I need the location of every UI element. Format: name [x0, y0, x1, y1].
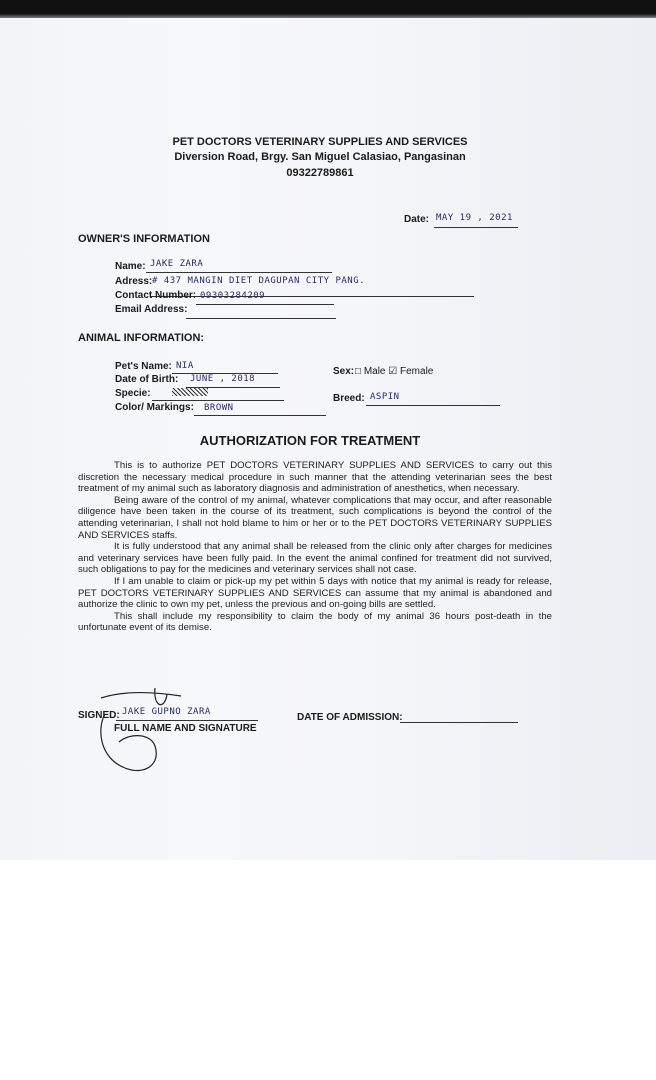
owner-address-line: [150, 296, 474, 297]
business-name: PET DOCTORS VETERINARY SUPPLIES AND SERVICES: [172, 136, 468, 148]
color-label: Color/ Markings:: [115, 402, 194, 413]
pet-name-value: NIA: [176, 361, 194, 371]
owner-name-line: [146, 272, 332, 273]
specie-line: [152, 400, 284, 401]
owner-address-label: Adress:: [115, 276, 153, 287]
owner-section-title: OWNER'S INFORMATION: [78, 233, 210, 245]
admission-date-line: [400, 722, 518, 723]
signature-caption: FULL NAME AND SIGNATURE: [114, 723, 257, 734]
owner-email-label: Email Address:: [115, 304, 188, 315]
owner-contact-label: Contact Number:: [115, 290, 197, 301]
blank-area: [0, 860, 656, 1080]
color-value: BROWN: [204, 403, 234, 413]
date-line: [434, 227, 518, 228]
business-address: Diversion Road, Brgy. San Miguel Calasiao, Pangasinan: [174, 151, 466, 163]
date-value: MAY 19 , 2021: [436, 213, 513, 223]
dob-value: JUNE , 2018: [190, 374, 256, 384]
authorization-paragraph: This is to authorize PET DOCTORS VETERINARY SUPPLIES AND SERVICES to carry out this discretion the necessary medical procedure in such manner that the attending veterinarian sees the best treatment of my animal such as laboratory diagnosis and administration of anesthetics, when necessary.: [78, 460, 552, 495]
color-line: [194, 415, 326, 416]
authorization-title: AUTHORIZATION FOR TREATMENT: [199, 433, 421, 448]
date-label: Date:: [404, 214, 430, 225]
sex-label: Sex:: [333, 366, 355, 377]
owner-address-value: # 437 MANGIN DIET DAGUPAN CITY PANG.: [152, 276, 366, 286]
owner-contact-line: [196, 304, 334, 305]
authorization-paragraph: This shall include my responsibility to claim the body of my animal 36 hours post-death in the unfortunate event of its demise.: [78, 610, 552, 634]
owner-name-label: Name:: [115, 261, 146, 272]
animal-section-title: ANIMAL INFORMATION:: [78, 332, 205, 344]
authorization-text: [78, 460, 552, 634]
breed-line: [366, 405, 500, 406]
specie-scribble: [172, 388, 208, 396]
owner-email-line: [186, 318, 336, 319]
specie-label: Specie:: [115, 388, 151, 399]
authorization-paragraph: It is fully understood that any animal shall be released from the clinic only after charges for medicines and veterinary services have been fully paid. In the event the animal confined for treatment did not survived, such obligations to pay for the medicines and veterinary services shall not case.: [78, 541, 552, 576]
admission-date-label: DATE OF ADMISSION:: [297, 712, 403, 723]
signed-label: SIGNED:: [78, 710, 120, 721]
dob-label: Date of Birth:: [115, 374, 179, 385]
pet-name-label: Pet's Name:: [115, 361, 172, 372]
owner-name-value: JAKE ZARA: [150, 259, 204, 269]
sex-options: □ Male ☑ Female: [355, 366, 434, 377]
breed-value: ASPIN: [370, 392, 400, 402]
authorization-paragraph: Being aware of the control of my animal, whatever complications that may occur, and after reasonable diligence have been taken in the course of its treatment, such complications is beyond the control of the attending veterinarian, I shall not hold blame to him or her or to the PET DOCTORS VETERINARY SUPPLIES AND SERVICES staffs.: [78, 494, 552, 541]
signed-line: [116, 720, 258, 721]
owner-contact-value: 09303284209: [200, 291, 266, 301]
authorization-paragraph: If I am unable to claim or pick-up my pet within 5 days with notice that my animal is ready for release, PET DOCTORS VETERINARY SUPPLIES AND SERVICES can assume that my animal is abandoned and authorize the clinic to own my pet, unless the previous and on-going bills are settled.: [78, 575, 552, 611]
breed-label: Breed:: [333, 393, 365, 404]
signed-value: JAKE GUPNO ZARA: [122, 707, 211, 717]
business-phone: 09322789861: [286, 167, 354, 179]
